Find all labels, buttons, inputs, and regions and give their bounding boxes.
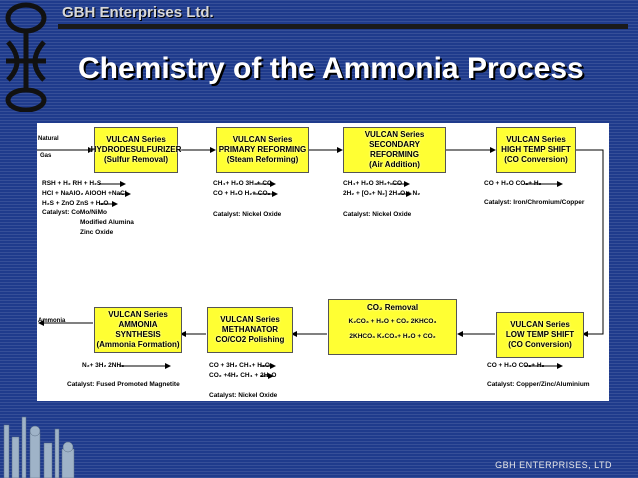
equation: CO + H₂O CO₂+ H₂: [484, 180, 542, 187]
high-temp-shift-box: [496, 127, 576, 173]
hds-catalyst: [42, 208, 134, 238]
page-title: Chemistry of the Ammonia Process: [78, 52, 584, 85]
catalyst-text: Modified Alumina: [80, 219, 134, 226]
unit-purpose: (Ammonia Formation): [96, 340, 180, 349]
methanator-equations: [209, 360, 276, 380]
catalyst-text: Catalyst: CoMo/NiMo: [42, 209, 107, 216]
hts-equations: [484, 178, 541, 188]
natural-gas-label: Natural: [38, 136, 59, 142]
unit-series-label: VULCAN Series: [364, 130, 425, 139]
ammonia-synthesis-catalyst: Catalyst: Fused Promoted Magnetite: [67, 381, 180, 388]
equation: H₂S + ZnO ZnS + H₂O: [42, 200, 109, 207]
low-temp-shift-box: [496, 312, 584, 358]
secondary-reforming-catalyst: Catalyst: Nickel Oxide: [343, 211, 412, 218]
catalyst-text: Zinc Oxide: [80, 229, 114, 236]
secondary-reforming-box: [343, 127, 446, 173]
unit-purpose: (CO Conversion): [508, 340, 572, 349]
unit-purpose: (Steam Reforming): [226, 155, 299, 164]
hydrodesulfurizer-box: [90, 127, 182, 173]
gbh-logo: [2, 2, 50, 112]
methanator-box: [207, 307, 293, 353]
unit-series-label: VULCAN Series: [510, 320, 570, 329]
hds-equations: [42, 178, 127, 208]
primary-reforming-catalyst: Catalyst: Nickel Oxide: [213, 211, 282, 218]
co2-removal-title: CO₂ Removal: [366, 303, 419, 312]
unit-purpose: (Sulfur Removal): [103, 155, 168, 164]
equation: 2H₂ + [O₂+ N₂] 2H₂O + N₂: [343, 190, 421, 197]
equation: CH₄+ H₂O 3H₂+ CO: [213, 180, 273, 187]
equation: CO₂ +4H₂ CH₄ + 2H₂O: [209, 372, 277, 379]
factory-illustration: [0, 405, 80, 478]
equation: CO + H₂O CO₂+ H₂: [487, 362, 545, 369]
unit-purpose: (Air Addition): [369, 160, 420, 169]
unit-name: HIGH TEMP SHIFT: [501, 145, 571, 154]
lts-equations: [487, 360, 544, 370]
equation: CO + 3H₂ CH₄+ H₂O: [209, 362, 270, 369]
ammonia-synthesis-box: [94, 307, 182, 353]
primary-reforming-box: [216, 127, 309, 173]
unit-series-label: VULCAN Series: [506, 135, 566, 144]
equation: N₂+ 3H₂ 2NH₃: [82, 362, 125, 369]
methanator-catalyst: Catalyst: Nickel Oxide: [209, 392, 278, 399]
ammonia-synthesis-equations: [82, 360, 124, 370]
footer-company: GBH ENTERPRISES, LTD: [495, 460, 612, 470]
equation: RSH + H₂ RH + H₂S: [42, 180, 102, 187]
company-name: GBH Enterprises Ltd.: [62, 4, 214, 21]
process-flow-diagram: [37, 123, 609, 401]
unit-series-label: VULCAN Series: [108, 310, 168, 319]
natural-gas-label-2: Gas: [40, 153, 52, 159]
hts-catalyst: Catalyst: Iron/Chromium/Copper: [484, 199, 585, 206]
unit-name: METHANATOR: [221, 325, 279, 334]
unit-series-label: VULCAN Series: [220, 315, 280, 324]
unit-series-label: VULCAN Series: [106, 135, 166, 144]
unit-purpose: (CO Conversion): [504, 155, 568, 164]
co2-removal-box: [328, 299, 457, 355]
equation: 2KHCO₃ K₂CO₃+ H₂O + CO₂: [349, 333, 436, 340]
header-divider: [58, 24, 628, 29]
primary-reforming-equations: [213, 178, 272, 198]
equation: K₂CO₃ + H₂O + CO₂ 2KHCO₃: [348, 318, 437, 325]
unit-name: PRIMARY REFORMING: [218, 145, 307, 154]
lts-catalyst: Catalyst: Copper/Zinc/Aluminium: [487, 381, 590, 388]
unit-name: LOW TEMP SHIFT: [505, 330, 575, 339]
secondary-reforming-equations: [343, 178, 420, 198]
unit-purpose: CO/CO2 Polishing: [215, 335, 285, 344]
equation: HCl + NaAlO₂ AlOOH +NaCl: [42, 190, 127, 197]
unit-series-label: VULCAN Series: [232, 135, 293, 144]
unit-name: SECONDARY REFORMING: [369, 140, 420, 159]
unit-name: AMMONIA SYNTHESIS: [115, 320, 161, 339]
equation: CO + H₂O H₂+ CO₂: [213, 190, 271, 197]
ammonia-output-label: Ammonia: [38, 318, 66, 324]
equation: CH₄+ H₂O 3H₂+ CO: [343, 180, 403, 187]
unit-name: HYDRODESULFURIZER: [90, 145, 182, 154]
